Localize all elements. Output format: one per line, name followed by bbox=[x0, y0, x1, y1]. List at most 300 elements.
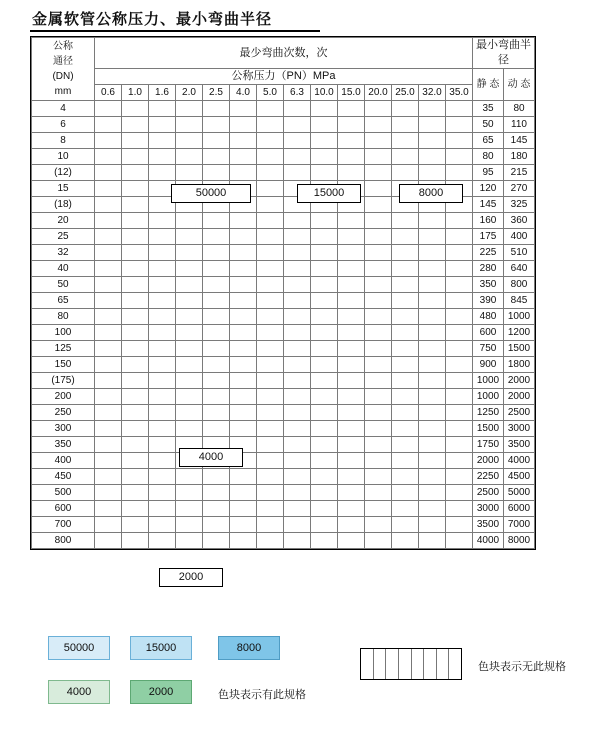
row-dynamic-radius: 4000 bbox=[504, 453, 535, 469]
row-dn: 400 bbox=[32, 453, 95, 469]
cell-25-10 bbox=[365, 501, 392, 517]
row-dn: 150 bbox=[32, 357, 95, 373]
cell-25-5 bbox=[230, 501, 257, 517]
cell-20-0 bbox=[95, 421, 122, 437]
cell-16-10 bbox=[365, 357, 392, 373]
cell-24-0 bbox=[95, 485, 122, 501]
cell-11-2 bbox=[149, 277, 176, 293]
cell-4-7 bbox=[284, 165, 311, 181]
cell-4-9 bbox=[338, 165, 365, 181]
cell-1-10 bbox=[365, 117, 392, 133]
cell-20-3 bbox=[176, 421, 203, 437]
cell-22-0 bbox=[95, 453, 122, 469]
cell-19-5 bbox=[230, 405, 257, 421]
cell-4-11 bbox=[392, 165, 419, 181]
overlay-value-3: 4000 bbox=[179, 448, 243, 467]
table-row bbox=[32, 149, 535, 165]
cell-10-8 bbox=[311, 261, 338, 277]
cell-27-2 bbox=[149, 533, 176, 549]
cell-24-10 bbox=[365, 485, 392, 501]
row-dynamic-radius: 8000 bbox=[504, 533, 535, 549]
row-dynamic-radius: 80 bbox=[504, 101, 535, 117]
cell-11-5 bbox=[230, 277, 257, 293]
cell-11-8 bbox=[311, 277, 338, 293]
cell-24-11 bbox=[392, 485, 419, 501]
cell-0-10 bbox=[365, 101, 392, 117]
cell-15-9 bbox=[338, 341, 365, 357]
cell-9-4 bbox=[203, 245, 230, 261]
cell-8-0 bbox=[95, 229, 122, 245]
cell-15-4 bbox=[203, 341, 230, 357]
cell-5-0 bbox=[95, 181, 122, 197]
cell-17-2 bbox=[149, 373, 176, 389]
cell-3-2 bbox=[149, 149, 176, 165]
header-dn-line-3: (DN) bbox=[52, 71, 74, 82]
cell-12-5 bbox=[230, 293, 257, 309]
cell-8-11 bbox=[392, 229, 419, 245]
table-row bbox=[32, 101, 535, 117]
cell-1-2 bbox=[149, 117, 176, 133]
cell-27-11 bbox=[392, 533, 419, 549]
cell-17-1 bbox=[122, 373, 149, 389]
row-static-radius: 900 bbox=[473, 357, 504, 373]
cell-17-3 bbox=[176, 373, 203, 389]
row-static-radius: 95 bbox=[473, 165, 504, 181]
cell-1-3 bbox=[176, 117, 203, 133]
cell-12-4 bbox=[203, 293, 230, 309]
cell-3-5 bbox=[230, 149, 257, 165]
cell-26-1 bbox=[122, 517, 149, 533]
header-pressure-2: 1.6 bbox=[149, 85, 176, 101]
cell-22-1 bbox=[122, 453, 149, 469]
legend-strip-cell bbox=[437, 649, 450, 679]
cell-23-3 bbox=[176, 469, 203, 485]
legend-note-color: 色块表示有此规格 bbox=[218, 689, 306, 701]
row-dn: 4 bbox=[32, 101, 95, 117]
header-pressure-5: 4.0 bbox=[230, 85, 257, 101]
cell-11-13 bbox=[446, 277, 473, 293]
cell-18-1 bbox=[122, 389, 149, 405]
cell-4-5 bbox=[230, 165, 257, 181]
cell-13-9 bbox=[338, 309, 365, 325]
row-dynamic-radius: 180 bbox=[504, 149, 535, 165]
header-pressure-11: 25.0 bbox=[392, 85, 419, 101]
cell-4-2 bbox=[149, 165, 176, 181]
cell-9-11 bbox=[392, 245, 419, 261]
cell-4-3 bbox=[176, 165, 203, 181]
overlay-value-4: 2000 bbox=[159, 568, 223, 587]
row-dn: 65 bbox=[32, 293, 95, 309]
cell-14-5 bbox=[230, 325, 257, 341]
row-dn: (12) bbox=[32, 165, 95, 181]
row-static-radius: 120 bbox=[473, 181, 504, 197]
table-row bbox=[32, 165, 535, 181]
row-dynamic-radius: 270 bbox=[504, 181, 535, 197]
row-dynamic-radius: 145 bbox=[504, 133, 535, 149]
cell-11-1 bbox=[122, 277, 149, 293]
cell-0-2 bbox=[149, 101, 176, 117]
cell-25-12 bbox=[419, 501, 446, 517]
cell-3-11 bbox=[392, 149, 419, 165]
row-static-radius: 1000 bbox=[473, 373, 504, 389]
cell-21-7 bbox=[284, 437, 311, 453]
cell-8-7 bbox=[284, 229, 311, 245]
table-row bbox=[32, 341, 535, 357]
header-pressure-row bbox=[32, 85, 535, 101]
cell-13-7 bbox=[284, 309, 311, 325]
cell-21-12 bbox=[419, 437, 446, 453]
cell-20-4 bbox=[203, 421, 230, 437]
header-pressure-10: 20.0 bbox=[365, 85, 392, 101]
cell-4-10 bbox=[365, 165, 392, 181]
row-dynamic-radius: 3500 bbox=[504, 437, 535, 453]
cell-21-10 bbox=[365, 437, 392, 453]
header-pressure-1: 1.0 bbox=[122, 85, 149, 101]
cell-16-5 bbox=[230, 357, 257, 373]
cell-9-2 bbox=[149, 245, 176, 261]
cell-23-0 bbox=[95, 469, 122, 485]
cell-19-0 bbox=[95, 405, 122, 421]
cell-18-2 bbox=[149, 389, 176, 405]
cell-19-1 bbox=[122, 405, 149, 421]
cell-14-2 bbox=[149, 325, 176, 341]
cell-13-10 bbox=[365, 309, 392, 325]
cell-2-7 bbox=[284, 133, 311, 149]
row-static-radius: 175 bbox=[473, 229, 504, 245]
cell-1-13 bbox=[446, 117, 473, 133]
cell-10-6 bbox=[257, 261, 284, 277]
cell-15-2 bbox=[149, 341, 176, 357]
cell-1-0 bbox=[95, 117, 122, 133]
overlay-value-0: 50000 bbox=[171, 184, 251, 203]
cell-25-9 bbox=[338, 501, 365, 517]
row-static-radius: 2500 bbox=[473, 485, 504, 501]
header-dn-cell bbox=[32, 38, 95, 101]
cell-25-13 bbox=[446, 501, 473, 517]
cell-19-2 bbox=[149, 405, 176, 421]
cell-26-6 bbox=[257, 517, 284, 533]
cell-22-7 bbox=[284, 453, 311, 469]
table-row bbox=[32, 325, 535, 341]
legend-box-4000: 4000 bbox=[48, 680, 110, 704]
cell-7-0 bbox=[95, 213, 122, 229]
row-dn: 10 bbox=[32, 149, 95, 165]
table-header bbox=[32, 38, 535, 101]
table-row bbox=[32, 261, 535, 277]
cell-15-5 bbox=[230, 341, 257, 357]
cell-6-10 bbox=[365, 197, 392, 213]
cell-3-10 bbox=[365, 149, 392, 165]
header-pressure-7: 6.3 bbox=[284, 85, 311, 101]
cell-18-5 bbox=[230, 389, 257, 405]
row-dn: 80 bbox=[32, 309, 95, 325]
cell-0-8 bbox=[311, 101, 338, 117]
header-bend-count: 最少弯曲次数，次 bbox=[95, 38, 473, 69]
cell-10-7 bbox=[284, 261, 311, 277]
cell-10-2 bbox=[149, 261, 176, 277]
cell-11-12 bbox=[419, 277, 446, 293]
table-row bbox=[32, 405, 535, 421]
cell-21-6 bbox=[257, 437, 284, 453]
cell-20-5 bbox=[230, 421, 257, 437]
cell-9-3 bbox=[176, 245, 203, 261]
table-row bbox=[32, 469, 535, 485]
cell-2-13 bbox=[446, 133, 473, 149]
cell-23-7 bbox=[284, 469, 311, 485]
cell-17-5 bbox=[230, 373, 257, 389]
cell-15-1 bbox=[122, 341, 149, 357]
header-pressure-3: 2.0 bbox=[176, 85, 203, 101]
row-dn: 500 bbox=[32, 485, 95, 501]
cell-9-10 bbox=[365, 245, 392, 261]
cell-12-0 bbox=[95, 293, 122, 309]
cell-14-11 bbox=[392, 325, 419, 341]
cell-0-9 bbox=[338, 101, 365, 117]
cell-27-12 bbox=[419, 533, 446, 549]
table-row bbox=[32, 533, 535, 549]
overlay-value-1: 15000 bbox=[297, 184, 361, 203]
cell-13-11 bbox=[392, 309, 419, 325]
cell-12-8 bbox=[311, 293, 338, 309]
cell-2-6 bbox=[257, 133, 284, 149]
row-static-radius: 480 bbox=[473, 309, 504, 325]
cell-2-12 bbox=[419, 133, 446, 149]
row-static-radius: 390 bbox=[473, 293, 504, 309]
cell-17-12 bbox=[419, 373, 446, 389]
cell-4-12 bbox=[419, 165, 446, 181]
cell-19-8 bbox=[311, 405, 338, 421]
cell-14-0 bbox=[95, 325, 122, 341]
cell-24-13 bbox=[446, 485, 473, 501]
cell-8-13 bbox=[446, 229, 473, 245]
row-dynamic-radius: 325 bbox=[504, 197, 535, 213]
row-static-radius: 80 bbox=[473, 149, 504, 165]
cell-12-10 bbox=[365, 293, 392, 309]
cell-11-7 bbox=[284, 277, 311, 293]
cell-0-0 bbox=[95, 101, 122, 117]
cell-11-9 bbox=[338, 277, 365, 293]
cell-25-3 bbox=[176, 501, 203, 517]
cell-7-7 bbox=[284, 213, 311, 229]
row-dynamic-radius: 215 bbox=[504, 165, 535, 181]
cell-21-2 bbox=[149, 437, 176, 453]
cell-17-11 bbox=[392, 373, 419, 389]
cell-19-7 bbox=[284, 405, 311, 421]
row-dn: 700 bbox=[32, 517, 95, 533]
cell-16-7 bbox=[284, 357, 311, 373]
legend-box-50000: 50000 bbox=[48, 636, 110, 660]
cell-17-10 bbox=[365, 373, 392, 389]
page-title: 金属软管公称压力、最小弯曲半径 bbox=[32, 10, 273, 28]
cell-20-1 bbox=[122, 421, 149, 437]
cell-18-6 bbox=[257, 389, 284, 405]
cell-26-7 bbox=[284, 517, 311, 533]
cell-13-0 bbox=[95, 309, 122, 325]
cell-14-3 bbox=[176, 325, 203, 341]
row-static-radius: 600 bbox=[473, 325, 504, 341]
cell-23-10 bbox=[365, 469, 392, 485]
legend-strip-cell bbox=[399, 649, 412, 679]
cell-7-9 bbox=[338, 213, 365, 229]
cell-24-7 bbox=[284, 485, 311, 501]
cell-15-10 bbox=[365, 341, 392, 357]
row-dynamic-radius: 1800 bbox=[504, 357, 535, 373]
row-dynamic-radius: 1000 bbox=[504, 309, 535, 325]
cell-1-1 bbox=[122, 117, 149, 133]
cell-19-13 bbox=[446, 405, 473, 421]
cell-2-9 bbox=[338, 133, 365, 149]
row-static-radius: 1000 bbox=[473, 389, 504, 405]
row-dn: 100 bbox=[32, 325, 95, 341]
header-pressure-6: 5.0 bbox=[257, 85, 284, 101]
row-static-radius: 280 bbox=[473, 261, 504, 277]
row-static-radius: 160 bbox=[473, 213, 504, 229]
cell-16-2 bbox=[149, 357, 176, 373]
table-row bbox=[32, 437, 535, 453]
cell-14-12 bbox=[419, 325, 446, 341]
cell-15-6 bbox=[257, 341, 284, 357]
cell-26-4 bbox=[203, 517, 230, 533]
table-row bbox=[32, 373, 535, 389]
cell-15-0 bbox=[95, 341, 122, 357]
cell-26-8 bbox=[311, 517, 338, 533]
header-static: 静 态 bbox=[473, 69, 504, 101]
cell-16-8 bbox=[311, 357, 338, 373]
cell-26-12 bbox=[419, 517, 446, 533]
table-row bbox=[32, 277, 535, 293]
legend-box-15000: 15000 bbox=[130, 636, 192, 660]
overlay-value-2: 8000 bbox=[399, 184, 463, 203]
cell-14-9 bbox=[338, 325, 365, 341]
table-row bbox=[32, 517, 535, 533]
cell-13-13 bbox=[446, 309, 473, 325]
cell-10-10 bbox=[365, 261, 392, 277]
cell-27-10 bbox=[365, 533, 392, 549]
header-pressure-9: 15.0 bbox=[338, 85, 365, 101]
cell-0-11 bbox=[392, 101, 419, 117]
cell-10-13 bbox=[446, 261, 473, 277]
cell-3-9 bbox=[338, 149, 365, 165]
cell-26-10 bbox=[365, 517, 392, 533]
cell-9-8 bbox=[311, 245, 338, 261]
cell-24-9 bbox=[338, 485, 365, 501]
cell-7-13 bbox=[446, 213, 473, 229]
cell-7-11 bbox=[392, 213, 419, 229]
cell-18-12 bbox=[419, 389, 446, 405]
cell-13-12 bbox=[419, 309, 446, 325]
cell-5-1 bbox=[122, 181, 149, 197]
cell-23-6 bbox=[257, 469, 284, 485]
cell-24-1 bbox=[122, 485, 149, 501]
cell-1-11 bbox=[392, 117, 419, 133]
cell-17-9 bbox=[338, 373, 365, 389]
cell-11-3 bbox=[176, 277, 203, 293]
table-row bbox=[32, 309, 535, 325]
row-static-radius: 1500 bbox=[473, 421, 504, 437]
cell-19-3 bbox=[176, 405, 203, 421]
row-dn: 20 bbox=[32, 213, 95, 229]
row-dynamic-radius: 640 bbox=[504, 261, 535, 277]
row-dn: 450 bbox=[32, 469, 95, 485]
table-row bbox=[32, 245, 535, 261]
row-dynamic-radius: 4500 bbox=[504, 469, 535, 485]
cell-22-12 bbox=[419, 453, 446, 469]
cell-8-5 bbox=[230, 229, 257, 245]
cell-27-1 bbox=[122, 533, 149, 549]
cell-13-1 bbox=[122, 309, 149, 325]
cell-3-8 bbox=[311, 149, 338, 165]
cell-0-12 bbox=[419, 101, 446, 117]
cell-2-3 bbox=[176, 133, 203, 149]
cell-12-3 bbox=[176, 293, 203, 309]
cell-8-2 bbox=[149, 229, 176, 245]
cell-23-13 bbox=[446, 469, 473, 485]
cell-8-1 bbox=[122, 229, 149, 245]
spec-table bbox=[31, 37, 535, 549]
row-static-radius: 3500 bbox=[473, 517, 504, 533]
row-dn: 6 bbox=[32, 117, 95, 133]
cell-14-4 bbox=[203, 325, 230, 341]
table-body bbox=[32, 101, 535, 549]
cell-20-9 bbox=[338, 421, 365, 437]
row-dn: 50 bbox=[32, 277, 95, 293]
row-dynamic-radius: 110 bbox=[504, 117, 535, 133]
row-dn: 32 bbox=[32, 245, 95, 261]
cell-25-6 bbox=[257, 501, 284, 517]
cell-23-2 bbox=[149, 469, 176, 485]
cell-14-8 bbox=[311, 325, 338, 341]
cell-6-0 bbox=[95, 197, 122, 213]
header-dn-line-4: mm bbox=[54, 86, 72, 97]
cell-22-11 bbox=[392, 453, 419, 469]
cell-17-13 bbox=[446, 373, 473, 389]
legend-strip-cell bbox=[449, 649, 461, 679]
table-row bbox=[32, 293, 535, 309]
cell-1-12 bbox=[419, 117, 446, 133]
cell-0-13 bbox=[446, 101, 473, 117]
cell-27-0 bbox=[95, 533, 122, 549]
cell-8-3 bbox=[176, 229, 203, 245]
header-pressure-0: 0.6 bbox=[95, 85, 122, 101]
cell-20-2 bbox=[149, 421, 176, 437]
cell-12-9 bbox=[338, 293, 365, 309]
cell-13-4 bbox=[203, 309, 230, 325]
header-dn-line-1: 公称 bbox=[53, 41, 73, 52]
cell-1-4 bbox=[203, 117, 230, 133]
cell-26-2 bbox=[149, 517, 176, 533]
cell-26-5 bbox=[230, 517, 257, 533]
table-row bbox=[32, 485, 535, 501]
cell-27-13 bbox=[446, 533, 473, 549]
cell-3-3 bbox=[176, 149, 203, 165]
cell-1-8 bbox=[311, 117, 338, 133]
cell-22-9 bbox=[338, 453, 365, 469]
cell-10-0 bbox=[95, 261, 122, 277]
cell-0-5 bbox=[230, 101, 257, 117]
cell-26-3 bbox=[176, 517, 203, 533]
cell-7-1 bbox=[122, 213, 149, 229]
cell-14-6 bbox=[257, 325, 284, 341]
header-pn: 公称压力（PN）MPa bbox=[95, 69, 473, 85]
cell-10-11 bbox=[392, 261, 419, 277]
cell-15-8 bbox=[311, 341, 338, 357]
row-dn: 250 bbox=[32, 405, 95, 421]
cell-12-13 bbox=[446, 293, 473, 309]
cell-15-13 bbox=[446, 341, 473, 357]
cell-8-8 bbox=[311, 229, 338, 245]
cell-23-8 bbox=[311, 469, 338, 485]
header-bend-radius: 最小弯曲半径 bbox=[473, 38, 535, 69]
